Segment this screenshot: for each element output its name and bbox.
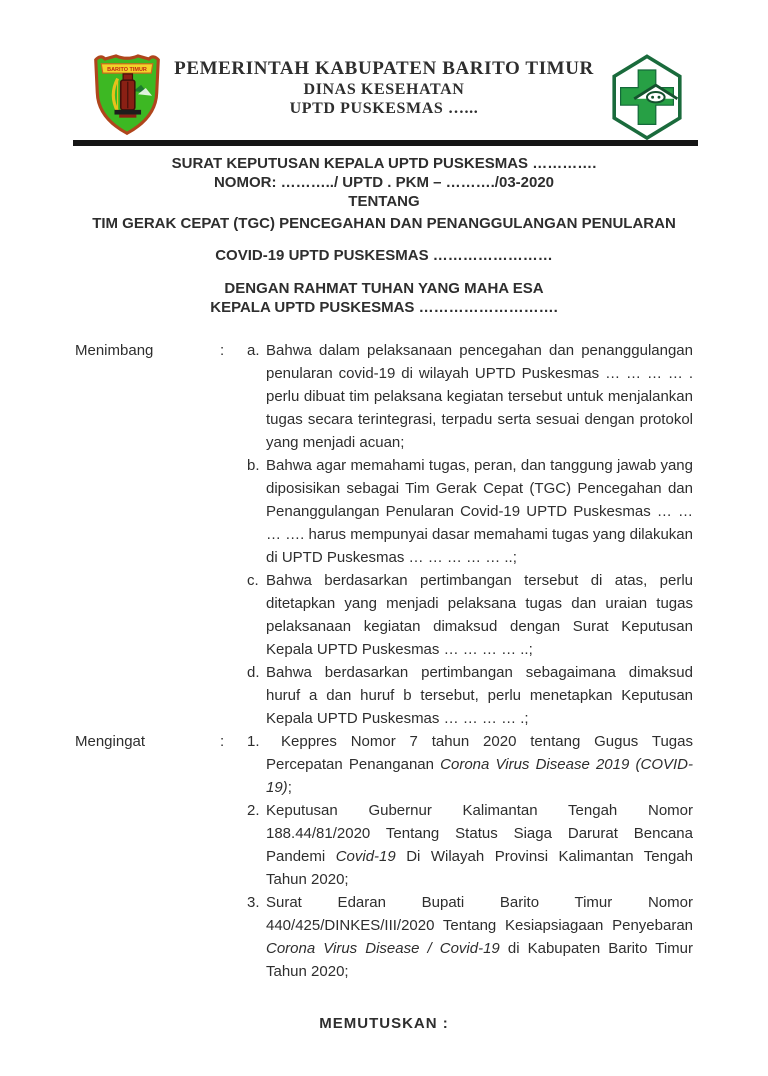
letterhead [75,52,693,136]
department-name: DINAS KESEHATAN [303,81,465,98]
list-item [247,569,693,661]
mengingat-label: Mengingat [75,733,146,750]
decree-subject-line1: TIM GERAK CEPAT (TGC) PENCEGAHAN DAN PENANGGULANGAN PENULARAN [92,215,676,232]
list-item-marker: c. [247,572,259,589]
mengingat-list [247,730,693,983]
list-item [247,454,693,569]
list-item-text: Keputusan Gubernur Kalimantan Tengah Nomor 188.44/81/2020 Tentang Status Siaga Darurat Bencana Pandemi Covid-19 Di Wilayah Provinsi Kalimantan Tengah Tahun 2020; [266,802,693,888]
list-item-text: Bahwa dalam pelaksanaan pencegahan dan penanggulangan penularan covid-19 di wilayah UPTD Puskesmas … … … … . perlu dibuat tim pelaksana kegiatan tersebut untuk menjalankan tugas secara terintegrasi, terpadu serta sesuai dengan protokol yang menjadi acuan; [266,342,693,451]
menimbang-label: Menimbang [75,342,154,359]
unit-name: UPTD PUSKESMAS …... [289,100,479,117]
list-item [247,661,693,730]
decree-issuer: KEPALA UPTD PUSKESMAS ………………………. [210,299,558,316]
list-item-marker: 3. [247,894,260,911]
letterhead-text [75,52,693,118]
decree-body [75,339,693,1035]
list-item [247,730,693,799]
list-item-text: Surat Edaran Bupati Barito Timur Nomor 440/425/DINKES/III/2020 Tentang Kesiapsiagaan Penyebaran Corona Virus Disease / Covid-19 di Kabupaten Barito Timur Tahun 2020; [266,894,693,980]
puskesmas-logo [603,54,691,142]
svg-text:BARITO TIMUR: BARITO TIMUR [107,66,147,73]
list-item-marker: 2. [247,802,260,819]
list-item [247,339,693,454]
mengingat-colon: : [220,733,225,750]
list-item [247,891,693,983]
list-item [247,799,693,891]
list-item-marker: 1. [247,733,260,750]
list-item-text: Keppres Nomor 7 tahun 2020 tentang Gugus Tugas Percepatan Penanganan Corona Virus Disease 2019 (COVID-19); [266,733,693,796]
menimbang-list [247,339,693,730]
decree-subject-line2: COVID-19 UPTD PUSKESMAS …………………… [215,247,553,264]
list-item-text: Bahwa agar memahami tugas, peran, dan tanggung jawab yang diposisikan sebagai Tim Gerak Cepat (TGC) Pencegahan dan Penanggulangan Penularan Covid-19 UPTD Puskesmas … … … …. harus mempunyai dasar memahami tugas yang dilakukan di UPTD Puskesmas … … … … … ..; [266,457,693,566]
list-item-text: Bahwa berdasarkan pertimbangan sebagaimana dimaksud huruf a dan huruf b tersebut, perlu menetapkan Keputusan Kepala UPTD Puskesmas … … … … .; [266,664,693,727]
decree-title: SURAT KEPUTUSAN KEPALA UPTD PUSKESMAS …………. [171,155,597,172]
decree-number: NOMOR: ………../ UPTD . PKM – ………./03-2020 [213,174,555,191]
list-item-marker: d. [247,664,260,681]
decree-tentang: TENTANG [348,193,420,210]
list-item-marker: b. [247,457,260,474]
menimbang-colon: : [220,342,225,359]
decree-invocation: DENGAN RAHMAT TUHAN YANG MAHA ESA [224,280,544,297]
memutuskan-heading: MEMUTUSKAN : [319,1015,449,1032]
barito-timur-crest-logo [87,52,167,138]
document-page [0,52,768,1076]
puskesmas-hexagon-cross-icon [603,54,691,142]
list-item-marker: a. [247,342,260,359]
menimbang-section [75,339,693,730]
mengingat-section [75,730,693,983]
government-name: PEMERINTAH KABUPATEN BARITO TIMUR [174,58,594,79]
list-item-text: Bahwa berdasarkan pertimbangan tersebut di atas, perlu ditetapkan yang menjadi pelaksana tugas dan uraian tugas pelaksanaan kegiatan dimaksud dengan Surat Keputusan Kepala UPTD Puskesmas … … … … ..; [266,572,693,658]
barito-timur-crest-icon [87,52,167,138]
decree-title-block [75,154,693,317]
